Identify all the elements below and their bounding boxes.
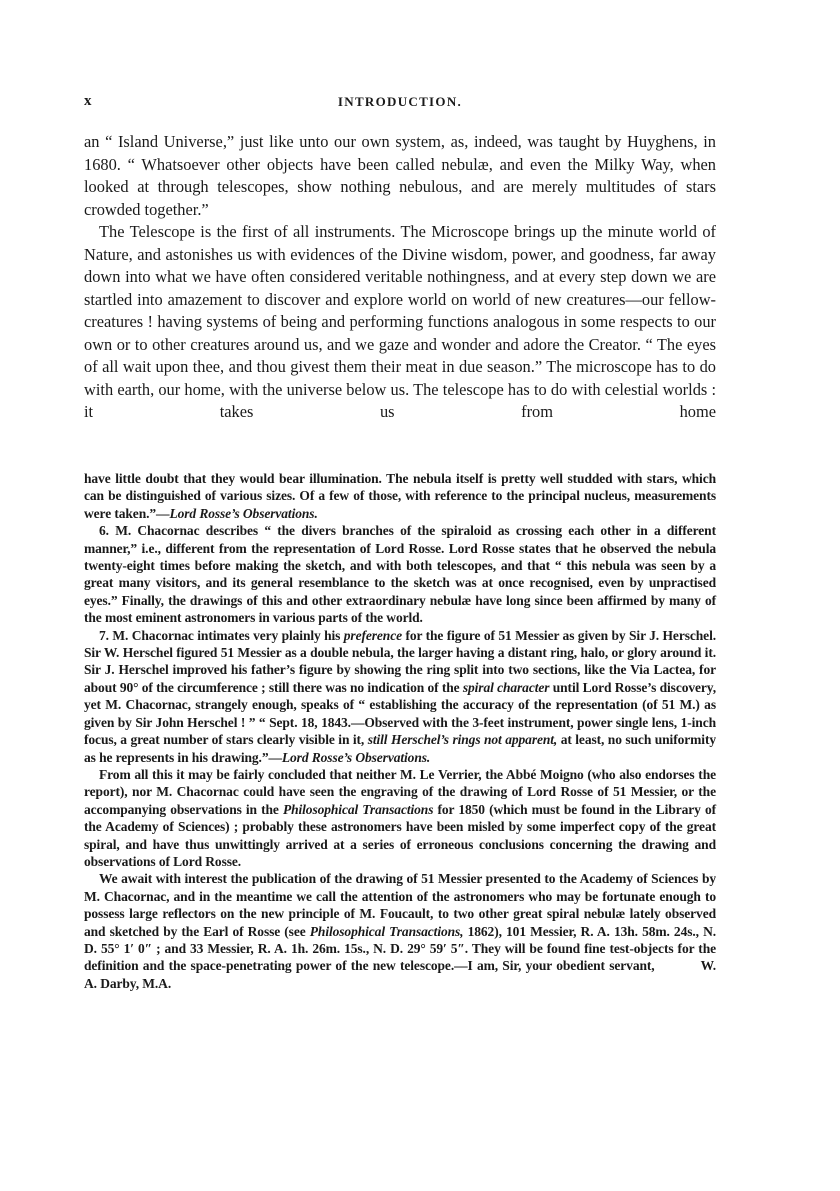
paragraph-from-all-this — [84, 766, 716, 870]
journal-title: Philosophical Transactions — [282, 801, 434, 817]
note-text: for the figure of 51 Messier as given by Sir J. Herschel. Sir W. Herschel figured 51 Messier as a double nebula, the larger having a distant ring, halo, or glory around it. Sir J. Herschel improved his father’s figure by showing the ring split into two sections, like the Via Lactea, for about 90° of the circumference ; still there was no indication of the — [84, 627, 716, 695]
note-text: 1862), 101 Messier, R. A. 13h. 58m. 24s., N. D. 55° 1′ 0″ ; and 33 Messier, R. A. 1h. 26m. 15s., N. D. 29° 59′ 5″. They will be found fine test-objects for the definition and the space-penetrating power of the new telescope.—I am, Sir, your obedient servant, — [84, 923, 716, 974]
citation: Lord Rosse’s Observations. — [169, 505, 318, 521]
citation: Lord Rosse’s Observations. — [281, 749, 431, 765]
note-text: at least, no such uniformity as he represents in his drawing.”— — [84, 732, 716, 765]
journal-title: Philosophical Transactions, — [309, 923, 464, 939]
page-number: x — [84, 93, 92, 109]
emphasis: spiral character — [462, 679, 550, 695]
note-text: until Lord Rosse’s discovery, yet M. Chacornac, strangely enough, speaks of “ establishing the accuracy of the representation (of 51 M.) as given by Sir John Herschel ! ” “ Sept. 18, 1843.—Observed with the 3-feet instrument, power single lens, 1-inch focus, a great number of stars clearly visible in it, — [84, 679, 716, 748]
paragraph-telescope: The Telescope is the first of all instruments. The Microscope brings up the minute world of Nature, and astonishes us with evidences of the Divine wisdom, power, and goodness, far away down into what we have often considered veritable nothingness, and at every step down we are startled into amazement to discover and explore world on world of new creatures—our fellow-creatures ! having systems of being and performing functions analogous in some respects to our own or to other creatures around us, and we gaze and wonder and adore the Creator. “ The eyes of all wait upon thee, and thou givest them their meat in due season.” The microscope has to do with earth, our home, with the universe below us. The telescope has to do with celestial worlds : it takes us from home — [84, 222, 716, 421]
paragraph-island-universe: an “ Island Universe,” just like unto our own system, as, indeed, was taught by Huyghens, in 1680. “ Whatsoever other objects have been called nebulæ, and even the Milky Way, when looked at through telescopes, show nothing nebulous, and are merely multitudes of stars crowded together.” — [84, 132, 716, 219]
main-text — [84, 131, 716, 424]
note-7 — [84, 627, 716, 766]
note-lord-rosse-observations — [84, 470, 716, 522]
note-6: 6. M. Chacornac describes “ the divers branches of the spiraloid as crossing each other in a different manner,” i.e., different from the representation of Lord Rosse. Lord Rosse states that he observed the nebula twenty-eight times before making the sketch, and with both telescopes, and that “ this nebula was seen by a great many visitors, and its general resemblance to the sketch was at once recognised, even by unpractised eyes.” Finally, the drawings of this and other extraordinary nebulæ have long since been affirmed by many of the most eminent astronomers in various parts of the world. — [84, 523, 716, 626]
running-head: INTRODUCTION. — [337, 94, 463, 109]
note-text: have little doubt that they would bear illumination. The nebula itself is pretty well studded with stars, which can be distinguished of various sizes. Of a few of those, with reference to the principal nucleus, measurements were taken.”— — [84, 471, 716, 521]
page-header — [84, 93, 716, 113]
note-text: From all this it may be fairly concluded that neither M. Le Verrier, the Abbé Moigno (who also endorses the report), nor M. Chacornac could have seen the engraving of the drawing of Lord Rosse of 51 Messier, or the accompanying observations in the — [84, 766, 716, 817]
signature: W. A. Darby, M.A. — [84, 958, 716, 991]
emphasis: preference — [343, 627, 403, 643]
paragraph-we-await — [84, 870, 716, 992]
note-text: 7. M. Chacornac intimates very plainly his — [99, 627, 344, 643]
note-text: for 1850 (which must be found in the Library of the Academy of Sciences) ; probably these astronomers have been misled by some imperfect copy of the great spiral, and have thus unwittingly arrived at a series of erroneous conclusions concerning the drawing and observations of Lord Rosse. — [84, 801, 716, 869]
footnotes — [84, 470, 716, 992]
note-text: We await with interest the publication of the drawing of 51 Messier presented to the Academy of Sciences by M. Chacornac, and in the meantime we call the attention of the astronomers who may be fortunate enough to possess large reflectors on the new principle of M. Foucault, to two other great spiral nebulæ lately observed and sketched by the Earl of Rosse (see — [84, 871, 716, 939]
emphasis: still Herschel’s rings not apparent, — [367, 732, 558, 748]
